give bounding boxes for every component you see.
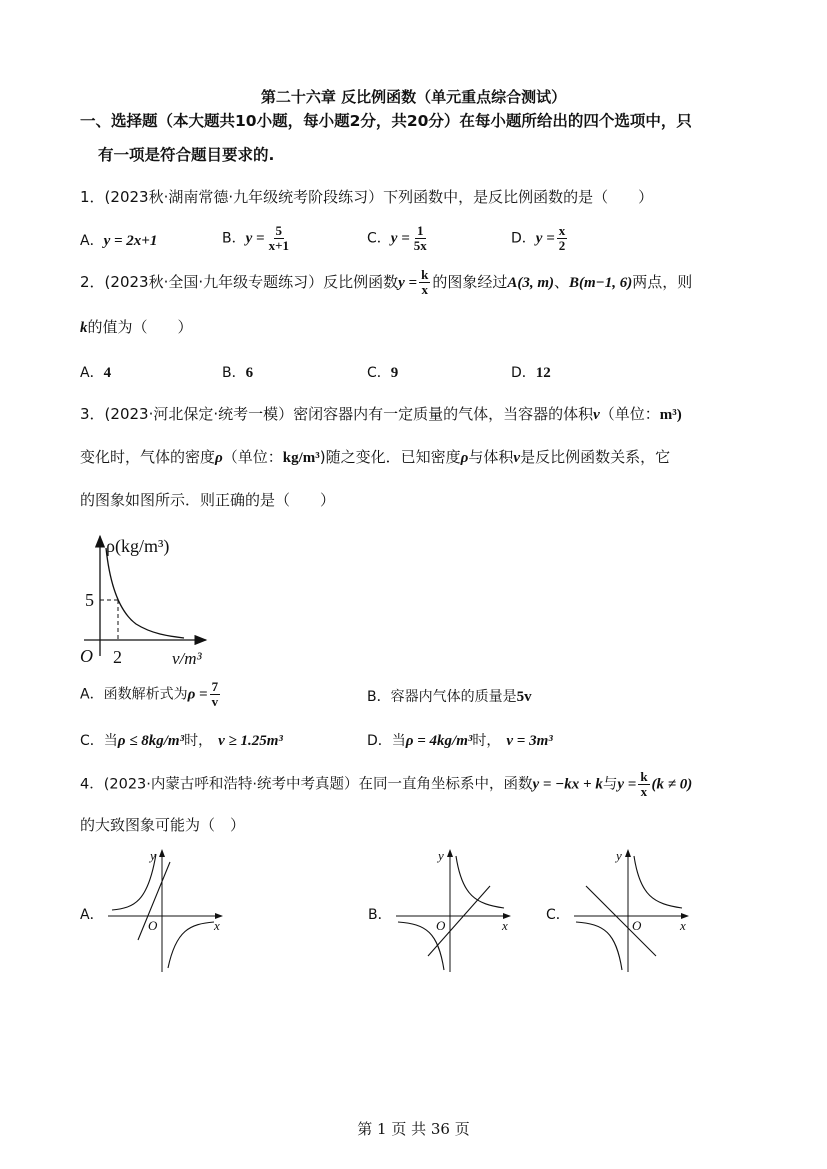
q4-stem-line2: 的大致图象可能为（ ） [80,816,246,834]
q2-option-b: B．6 [222,365,254,381]
q4b-origin: O [436,918,446,933]
q4-option-b-label: B． [368,907,392,923]
q4c-origin: O [632,918,642,933]
q2-option-d: D．12 [511,365,551,381]
page-footer: 第 1 页 共 36 页 [357,1120,470,1138]
q3-stem-line3: 的图象如图所示．则正确的是（ ） [80,491,336,509]
q4-graph-a [104,846,229,976]
q4-graph-c [570,846,695,976]
q4c-x: x [680,918,686,933]
q3-x-label: v/m³ [172,649,202,668]
q4c-line [586,886,656,956]
q4b-hyperbola-upper [456,856,504,908]
q2-stem-line1: 2．(2023秋·全国·九年级专题练习）反比例函数y = $\frac{k}{x}$ 的图象经过A(3, m)、B(m−1, 6)两点，则 [80,267,693,297]
q4c-hyperbola-upper [634,856,682,908]
q2-option-a: A．4 [80,365,112,381]
q2-option-c: C．9 [367,365,399,381]
q4a-origin: O [148,918,158,933]
q3-density-graph [76,528,226,673]
q4-graph-b [392,846,517,976]
q4-option-a-label: A． [80,907,104,923]
section-heading-line2: 有一项是符合题目要求的. [98,146,275,164]
q4-option-c-label: C． [546,907,570,923]
page-title: 第二十六章 反比例函数（单元重点综合测试） [260,88,567,106]
q4a-x: x [214,918,220,933]
q3-option-a: A．函数解析式为ρ = $\frac{7}{v}$ [80,679,219,709]
q3-y-label: ρ(kg/m³) [106,536,170,556]
q3-y-tick: 5 [85,590,94,610]
q1-option-b: B．y = $\frac{5}{x+1}$ [222,223,289,253]
q3-option-b: B．容器内气体的质量是5v [367,689,532,705]
q4a-hyperbola-lower [168,922,214,968]
q1-option-a: A．y = 2x+1 [80,233,158,249]
q4c-y: y [616,848,622,863]
section-heading-line1: 一、选择题（本大题共10小题，每小题2分，共20分）在每小题所给出的四个选项中，只 [80,112,692,130]
q4c-hyperbola-lower [576,922,622,970]
q3-option-c: C．当ρ ≤ 8kg/m³时， v ≥ 1.25m³ [80,733,283,749]
q4b-y: y [438,848,444,863]
q3-stem-line1: 3．(2023·河北保定·统考一模）密闭容器内有一定质量的气体，当容器的体积v（单位：m³) [80,405,682,423]
q3-origin: O [80,646,93,666]
q4-stem-line1: 4．(2023·内蒙古呼和浩特·统考中考真题）在同一直角坐标系中，函数y = −kx + k与y = $\frac{k}{x}$ (k ≠ 0) [80,769,693,799]
q3-stem-line2: 变化时，气体的密度ρ（单位：kg/m³)随之变化．已知密度ρ与体积v是反比例函数关系，它 [80,448,671,466]
q3-x-tick: 2 [113,647,122,667]
q1-option-c: C．y = $\frac{1}{5x}$ [367,223,427,253]
q3-option-d: D．当ρ = 4kg/m³时， v = 3m³ [367,733,553,749]
q2-stem-line2: k的值为（ ） [80,318,193,336]
q1-option-d: D．y = $\frac{x}{2}$ [511,223,566,253]
q4b-x: x [502,918,508,933]
q1-stem: 1．(2023秋·湖南常德·九年级统考阶段练习）下列函数中，是反比例函数的是（ ） [80,188,654,206]
q4a-y: y [150,848,156,863]
